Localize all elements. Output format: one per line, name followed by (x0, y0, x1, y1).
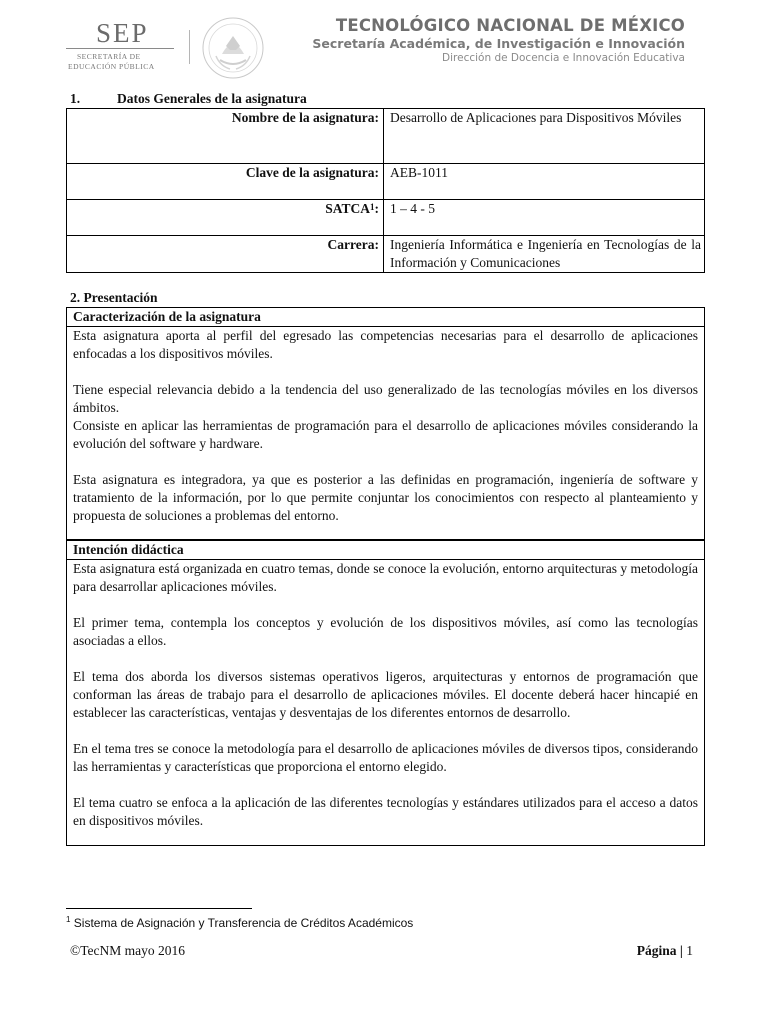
footnote-separator (66, 908, 252, 909)
sep-logo-subtitle-2: EDUCACIÓN PÚBLICA (68, 62, 155, 71)
characterization-heading: Caracterización de la asignatura (67, 308, 704, 327)
page-header (0, 0, 768, 80)
intention-paragraph-4: En el tema tres se conoce la metodología para el desarrollo de aplicaciones móviles de diversos tipos, considerando las herramientas y características que proporciona el entorno elegido. (73, 741, 698, 774)
characterization-paragraph-4: Esta asignatura es integradora, ya que es posterior a las definidas en programación, ingeniería de software y tratamiento de la información, por lo que permite conjuntar los conocimientos con respecto al planteamiento y propuesta de soluciones a problemas del entorno. (73, 472, 698, 523)
table-row-key (67, 164, 705, 200)
institution-name: TECNOLÓGICO NACIONAL DE MÉXICO (335, 16, 685, 35)
secretariat-name: Secretaría Académica, de Investigación e Innovación (312, 36, 685, 51)
label-career: Carrera: (67, 236, 384, 273)
sep-logo (66, 18, 190, 76)
satca-footnote-marker: 1 (370, 202, 375, 212)
didactic-intention-box (66, 540, 705, 846)
section-2-title: 2. Presentación (70, 290, 158, 305)
label-subject-name: Nombre de la asignatura: (67, 109, 384, 164)
intention-paragraph-5: El tema cuatro se enfoca a la aplicación de las diferentes tecnologías y estándares utilizados para el acceso a datos en dispositivos móviles. (73, 795, 698, 828)
characterization-paragraph-2: Tiene especial relevancia debido a la tendencia del uso generalizado de las tecnologías móviles en los diversos ámbitos. (73, 382, 698, 415)
didactic-intention-heading: Intención didáctica (67, 541, 704, 560)
table-row-career (67, 236, 705, 273)
label-subject-key: Clave de la asignatura: (67, 164, 384, 200)
logo-divider (189, 30, 190, 64)
section-1-title (70, 91, 307, 107)
characterization-paragraph-1: Esta asignatura aporta al perfil del egresado las competencias necesarias para el desarrollo de aplicaciones enfocadas a los dispositivos móviles. (73, 328, 698, 361)
footnote-marker: 1 (66, 915, 71, 924)
intention-paragraph-2: El primer tema, contempla los conceptos y evolución de los dispositivos móviles, así como las tecnologías asociadas a ellos. (73, 615, 698, 648)
general-data-table (66, 108, 705, 273)
sep-logo-rule (66, 48, 174, 49)
label-satca: SATCA$^1$: (67, 200, 384, 236)
intention-paragraph-3: El tema dos aborda los diversos sistemas operativos ligeros, arquitecturas y entornos de programación que conforman las áreas de trabajo para el desarrollo de aplicaciones móviles. El docente deberá hacer hincapié en establecer las características, ventajas y desventajas de los diferentes entornos de desarrollo. (73, 669, 698, 720)
table-row-satca (67, 200, 705, 236)
page-label: Página | (636, 943, 687, 958)
sep-logo-subtitle-1: SECRETARÍA DE (77, 52, 141, 61)
intention-paragraph-1: Esta asignatura está organizada en cuatro temas, donde se conoce la evolución, entorno arquitecturas y metodología para desarrollar aplicaciones móviles. (73, 561, 698, 594)
characterization-paragraph-3: Consiste en aplicar las herramientas de programación para el desarrollo de aplicaciones móviles considerando la evolución del software y hardware. (73, 418, 698, 451)
value-career: Ingeniería Informática e Ingeniería en Tecnologías de la Información y Comunicaciones (384, 236, 705, 273)
page-number-value: 1 (686, 943, 693, 958)
didactic-intention-body (67, 560, 704, 830)
direction-name: Dirección de Docencia e Innovación Educativa (442, 52, 685, 64)
institution-header (312, 16, 685, 64)
value-satca: 1 – 4 - 5 (384, 200, 705, 236)
value-subject-key: AEB-1011 (384, 164, 705, 200)
footnote (66, 916, 413, 930)
page-number (637, 943, 693, 959)
characterization-body (67, 327, 704, 525)
footnote-text: Sistema de Asignación y Transferencia de Créditos Académicos (70, 916, 414, 930)
section-1-title-text: Datos Generales de la asignatura (117, 91, 307, 106)
coat-of-arms-seal-icon (200, 16, 266, 80)
section-1-number: 1. (70, 91, 81, 106)
copyright-text: ©TecNM mayo 2016 (70, 943, 186, 958)
table-row-name (67, 109, 705, 164)
value-subject-name: Desarrollo de Aplicaciones para Dispositivos Móviles (384, 109, 705, 164)
characterization-box (66, 307, 705, 540)
sep-logo-text: SEP (96, 18, 149, 48)
